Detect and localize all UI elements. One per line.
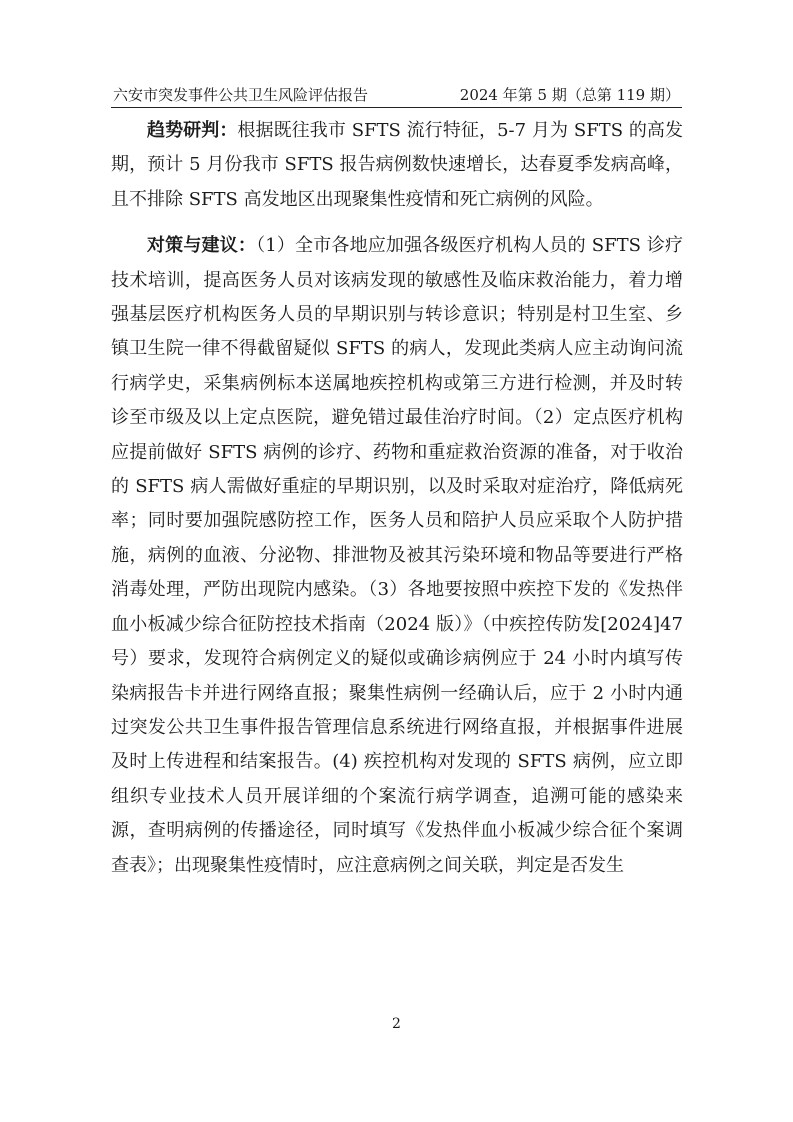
- page-number: 2: [392, 1016, 401, 1032]
- report-title: 六安市突发事件公共卫生风险评估报告: [113, 86, 369, 104]
- trend-paragraph: [111, 114, 683, 217]
- trend-text: 根据既往我市 SFTS 流行特征，5-7 月为 SFTS 的高发期，预计 5 月份我市 SFTS 报告病例数快速增长，达春夏季发病高峰，且不排除 SFTS 高发地区出现聚集性疫情和死亡病例的风险。: [111, 120, 683, 210]
- recommendations-text: （1）全市各地应加强各级医疗机构人员的 SFTS 诊疗技术培训，提高医务人员对该病发现的敏感性及临床救治能力，着力增强基层医疗机构医务人员的早期识别与转诊意识；特别是村卫生室、乡镇卫生院一律不得截留疑似 SFTS 的病人，发现此类病人应主动询问流行病学史，采集病例标本送属地疾控机构或第三方进行检测，并及时转诊至市级及以上定点医院，避免错过最佳治疗时间。（2）定点医疗机构应提前做好 SFTS 病例的诊疗、药物和重症救治资源的准备，对于收治的 SFTS 病人需做好重症的早期识别，以及时采取对症治疗，降低病死率；同时要加强院感防控工作，医务人员和陪护人员应采取个人防护措施，病例的血液、分泌物、排泄物及被其污染环境和物品等要进行严格消毒处理，严防出现院内感染。（3）各地要按照中疾控下发的《发热伴血小板减少综合征防控技术指南（2024 版）》（中疾控传防发[2024]47 号）要求，发现符合病例定义的疑似或确诊病例应于 24 小时内填写传染病报告卡并进行网络直报；聚集性病例一经确认后，应于 2 小时内通过突发公共卫生事件报告管理信息系统进行网络直报，并根据事件进展及时上传进程和结案报告。(4) 疾控机构对发现的 SFTS 病例，应立即组织专业技术人员开展详细的个案流行病学调查，追溯可能的感染来源，查明病例的传播途径，同时填写《发热伴血小板减少综合征个案调查表》；出现聚集性疫情时，应注意病例之间关联，判定是否发生: [111, 235, 683, 876]
- recommendations-paragraph: [111, 229, 683, 883]
- recommendations-heading: 对策与建议：: [147, 235, 257, 257]
- trend-heading: 趋势研判：: [147, 120, 238, 141]
- page-header: [113, 86, 680, 104]
- header-divider: [111, 107, 682, 108]
- document-body: [111, 114, 683, 883]
- issue-number: 2024 年第 5 期（总第 119 期）: [459, 86, 680, 104]
